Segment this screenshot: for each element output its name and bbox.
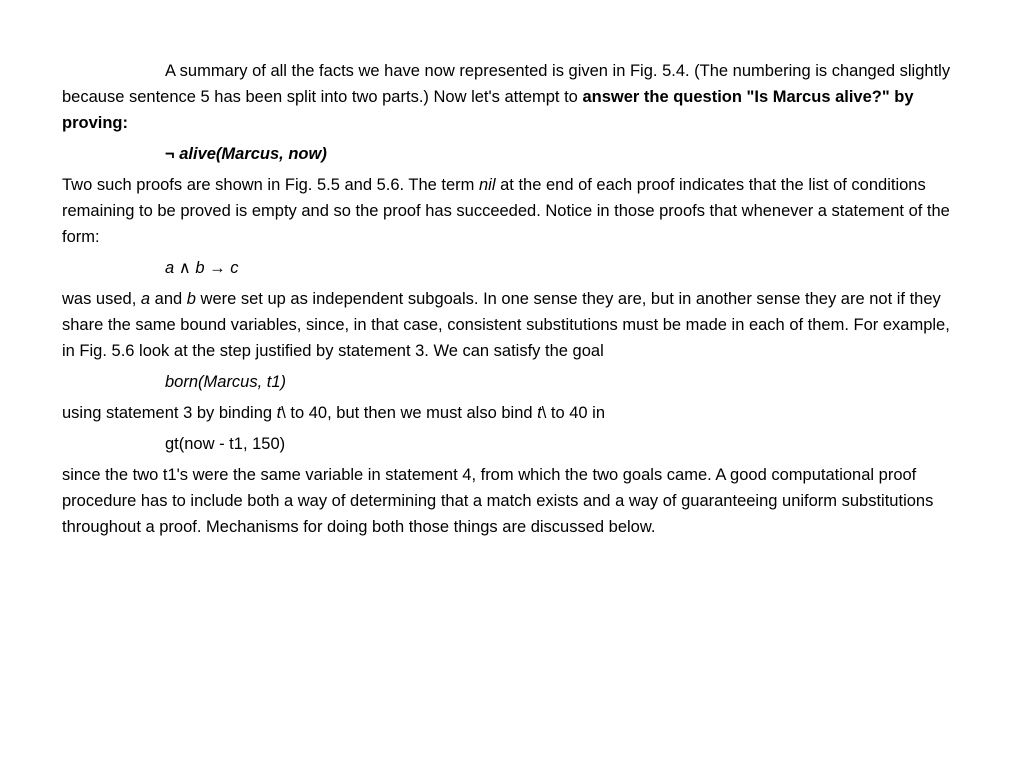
paragraph-proofs-text-before: Two such proofs are shown in Fig. 5.5 and 5.6. The term [62,176,479,194]
paragraph-summary [62,58,964,136]
formula-born: born(Marcus, t1) [165,373,287,391]
paragraph-proofs-text-after: at the end of each proof indicates that the list of conditions remaining to be proved is empty and so the proof has succeeded. Notice in those proofs that whenever a statement of the form: [62,176,950,246]
formula-implication: a ∧ b → c [165,259,239,277]
paragraph-summary-text: A summary of all the facts we have now represented is given in Fig. 5.4. (The numbering is changed slightly because sentence 5 has been split into two parts.) Now let's attempt to [62,62,951,106]
formula-not-alive: ¬ alive(Marcus, now) [165,145,327,163]
formula-gt: gt(now - t1, 150) [165,435,286,453]
paragraph-subgoals-text1: was used, [62,290,141,308]
paragraph-binding-text3: \ to 40 in [541,404,606,422]
paragraph-binding-text2: \ to 40, but then we must also bind [281,404,538,422]
paragraph-binding-text1: using statement 3 by binding [62,404,277,422]
paragraph-subgoals [62,286,964,364]
variable-a: a [140,290,151,308]
slide-body [62,58,964,545]
paragraph-binding [62,400,964,426]
paragraph-subgoals-text3: were set up as independent subgoals. In one sense they are, but in another sense they are not if they share the same bound variables, since, in that case, consistent substitutions must be made in each of them. For example, in Fig. 5.6 look at the step justified by statement 3. We can satisfy the goal [62,290,950,360]
term-nil: nil [479,176,496,194]
variable-t-first: t [276,404,282,422]
paragraph-summary-bold: answer the question "Is Marcus alive?" by proving: [62,88,914,132]
variable-t-second: t [537,404,542,422]
variable-b: b [186,290,196,308]
paragraph-subgoals-text2: and [150,290,187,308]
paragraph-conclusion: since the two t1's were the same variable in statement 4, from which the two goals came. A good computational proof procedure has to include both a way of determining that a match exists and a way of guaranteeing uniform substitutions throughout a proof. Mechanisms for doing both those things are discussed below. [62,466,934,536]
paragraph-proofs [62,172,964,250]
